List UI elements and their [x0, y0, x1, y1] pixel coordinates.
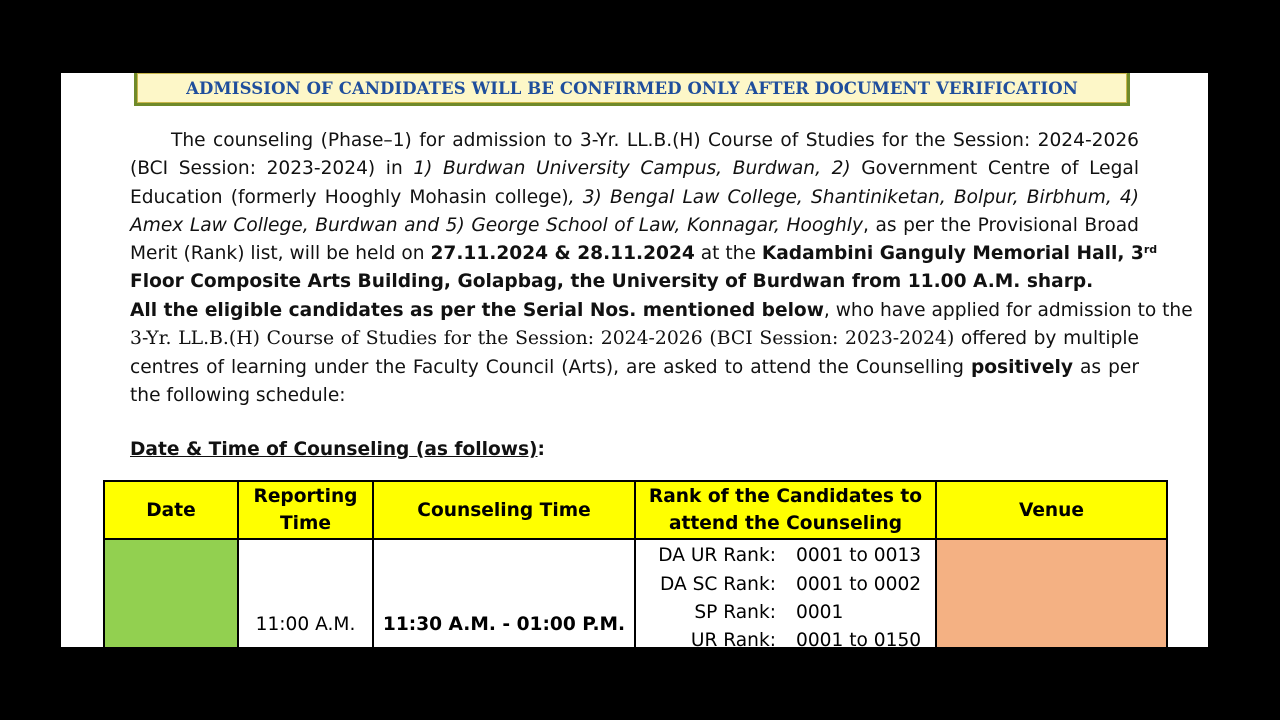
para1-line2: (BCI Session: 2023-2024) in 1) Burdwan University Campus, Burdwan, 2) Government Centre of Legal	[130, 158, 1139, 180]
para2-line1: All the eligible candidates as per the Serial Nos. mentioned below, who have applied for admission to the	[130, 300, 1193, 321]
admission-banner: ADMISSION OF CANDIDATES WILL BE CONFIRMED ONLY AFTER DOCUMENT VERIFICATION	[134, 73, 1130, 106]
counseling-paragraph	[130, 127, 1158, 297]
rank-line: DA UR Rank: 0001 to 0013	[658, 545, 922, 567]
para2-line2: 3-Yr. LL.B.(H) Course of Studies for the Session: 2024-2026 (BCI Session: 2023-2024) offered by multiple	[130, 328, 1139, 350]
date-cell	[104, 539, 238, 647]
reporting-time-cell: 11:00 A.M.	[238, 539, 373, 647]
venue-cell	[936, 539, 1167, 647]
table-row	[104, 539, 1167, 647]
para1-line4: Amex Law College, Burdwan and 5) George School of Law, Konnagar, Hooghly, as per the Provisional Broad	[130, 214, 1139, 236]
schedule-heading: Date & Time of Counseling (as follows):	[130, 439, 545, 460]
header-reporting-time: Reporting Time	[238, 481, 373, 539]
para2-line3: centres of learning under the Faculty Council (Arts), are asked to attend the Counselling positively as per	[130, 356, 1139, 378]
counseling-time-cell: 11:30 A.M. - 01:00 P.M.	[373, 539, 635, 647]
notice-page	[61, 73, 1208, 647]
para1-line5: Merit (Rank) list, will be held on 27.11.2024 & 28.11.2024 at the Kadambini Ganguly Memorial Hall, 3rd	[130, 243, 1158, 265]
header-date: Date	[104, 481, 238, 539]
para1-line6: Floor Composite Arts Building, Golapbag, the University of Burdwan from 11.00 A.M. sharp.	[130, 271, 1094, 293]
header-counseling-time: Counseling Time	[373, 481, 635, 539]
rank-line: SP Rank: 0001	[694, 602, 844, 623]
rank-cell	[635, 539, 936, 647]
header-venue: Venue	[936, 481, 1167, 539]
rank-line: UR Rank: 0001 to 0150	[690, 630, 922, 647]
eligibility-paragraph	[130, 297, 1193, 410]
rank-line: DA SC Rank: 0001 to 0002	[659, 573, 922, 595]
schedule-table	[103, 480, 1168, 647]
table-header-row	[104, 481, 1167, 539]
para2-line4: the following schedule:	[130, 384, 346, 406]
para1-line3: Education (formerly Hooghly Mohasin college), 3) Bengal Law College, Shantiniketan, Bolpur, Birbhum, 4)	[130, 186, 1139, 208]
para1-line1: The counseling (Phase–1) for admission to 3-Yr. LL.B.(H) Course of Studies for the Session: 2024-2026	[171, 130, 1139, 151]
header-rank: Rank of the Candidates to attend the Counseling	[635, 481, 936, 539]
